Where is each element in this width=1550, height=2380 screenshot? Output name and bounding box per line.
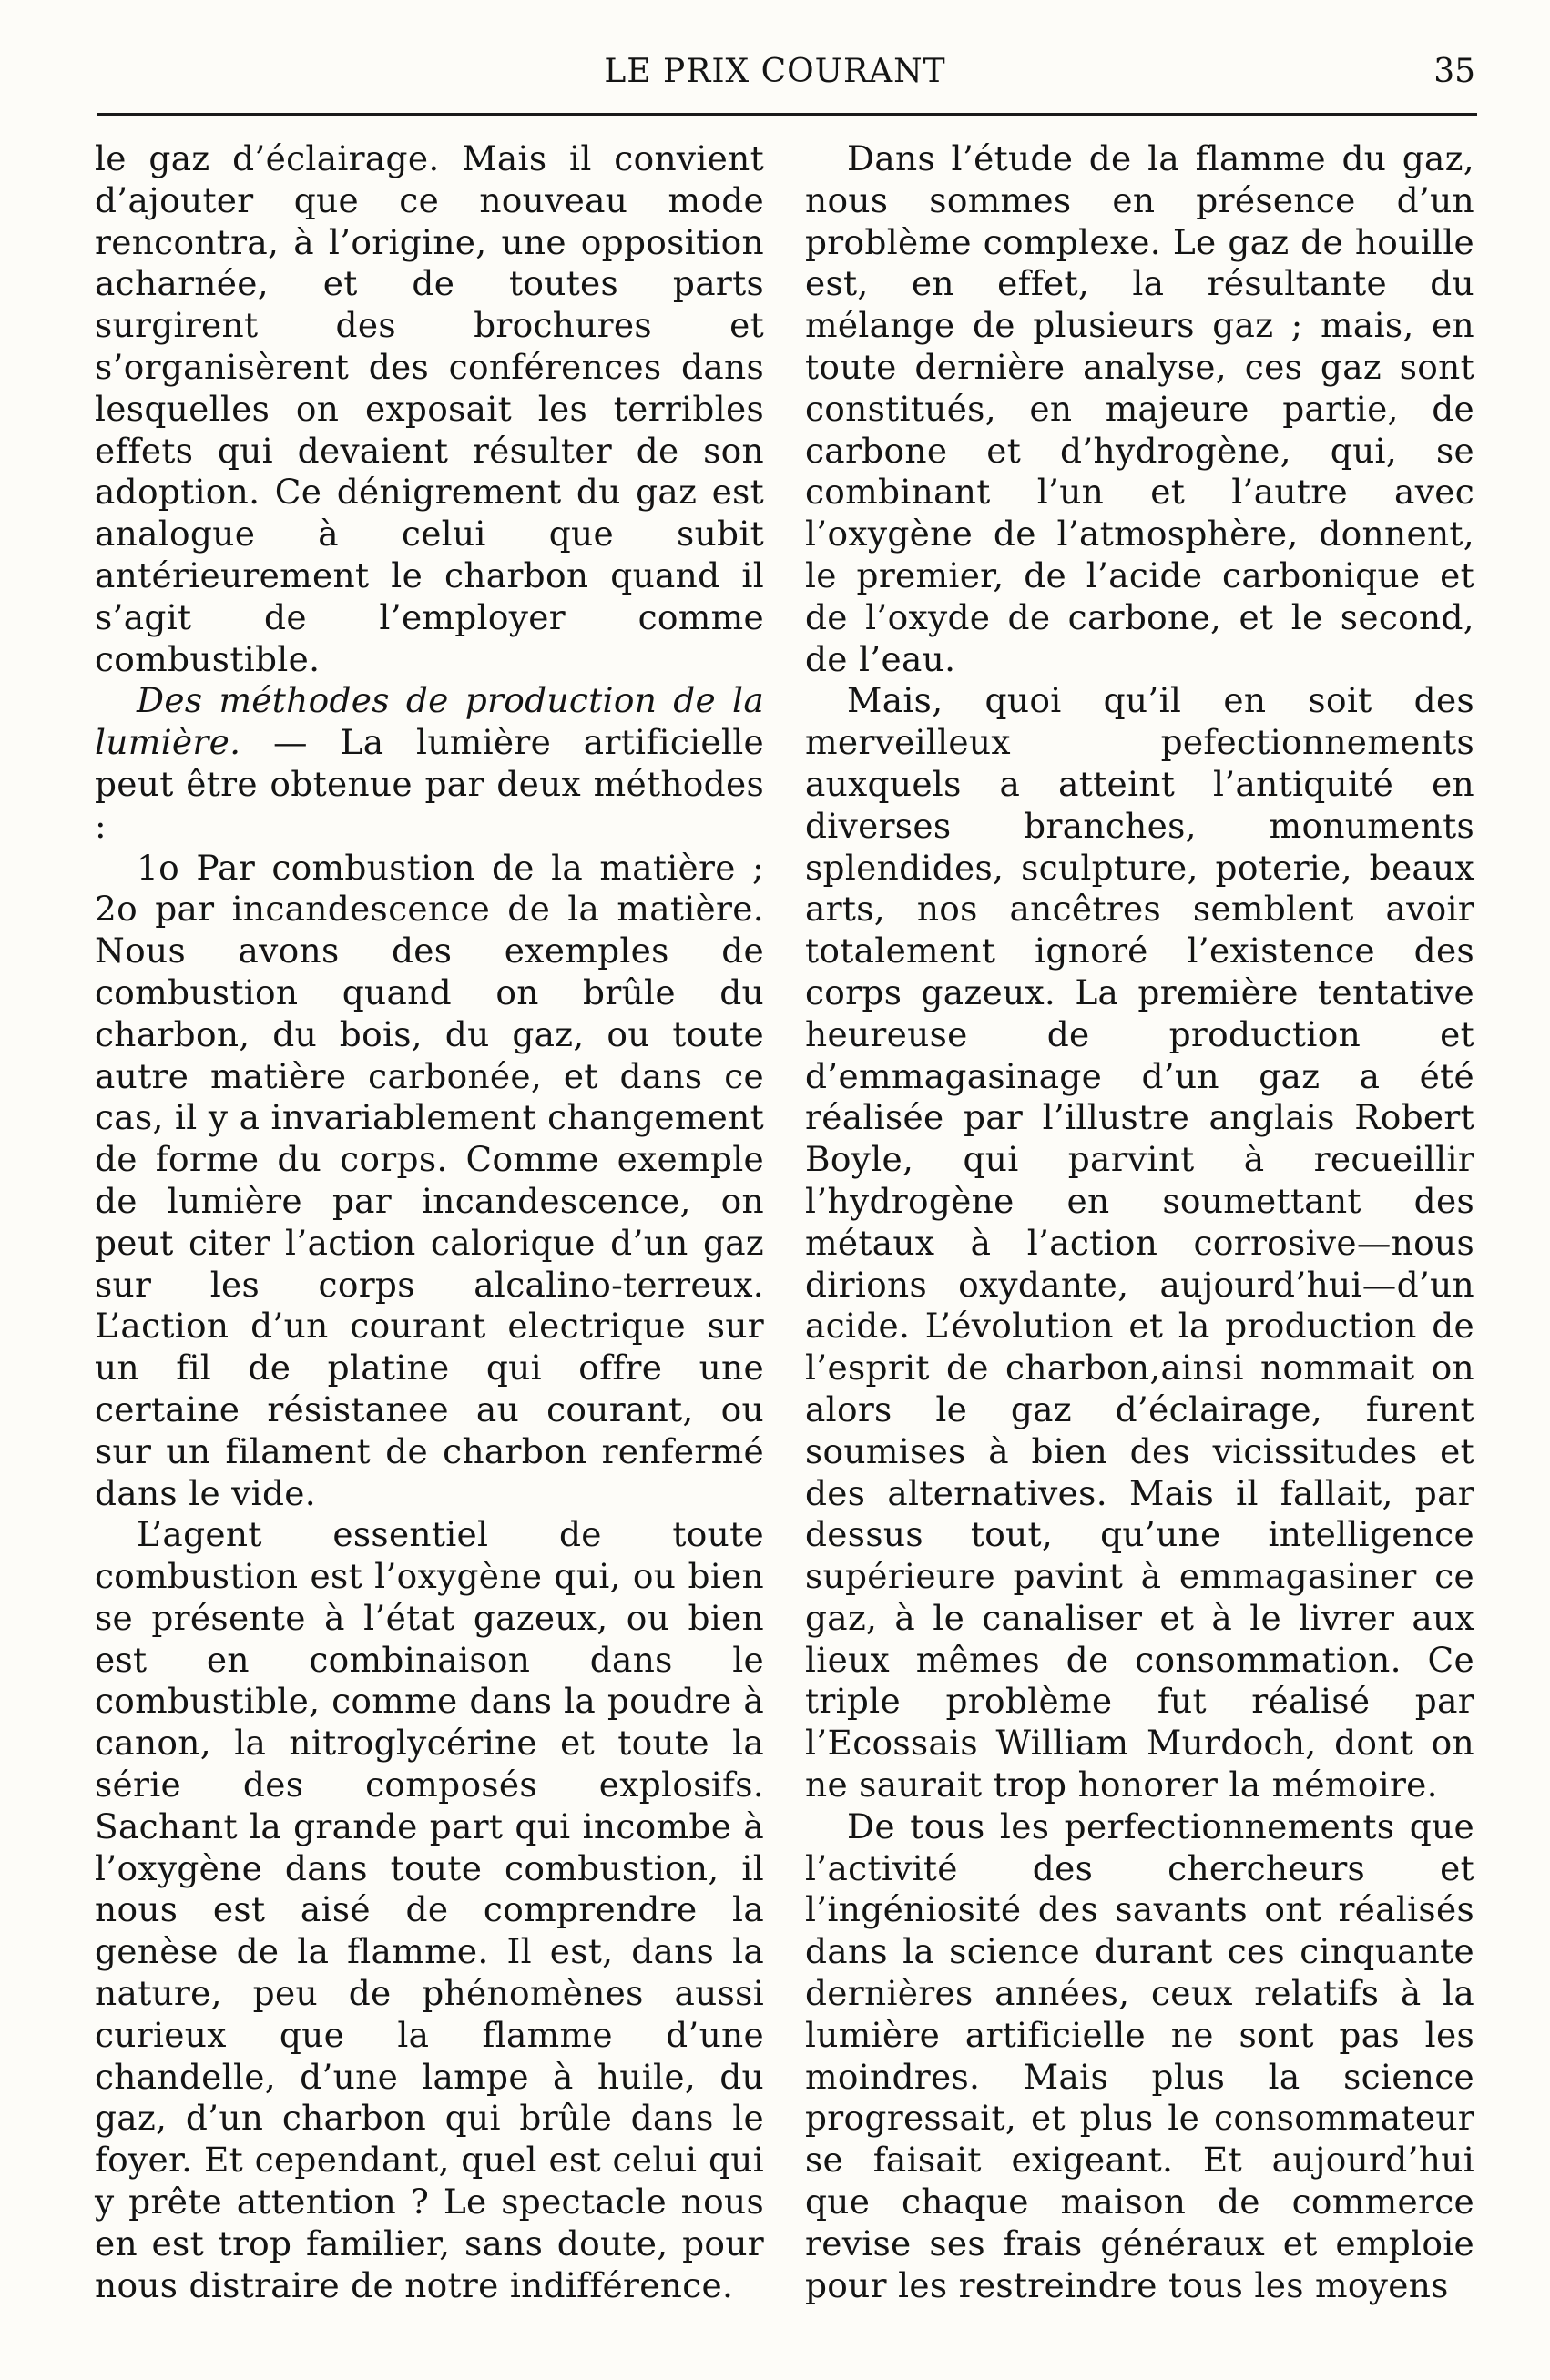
left-paragraph-2 [95,680,764,847]
section-subtitle: Des méthodes de production de la lumière. [95,680,764,763]
header-rule [97,113,1477,116]
right-paragraph-1: Dans l’étude de la flamme du gaz, nous sommes en présence d’un problème complexe. Le gaz de houille est, en effet, la résultante du mélange de plusieurs gaz ; mais, en toute dernière analyse, ces gaz sont constitués, en majeure partie, de carbone et d’hydrogène, qui, se combinant l’un et l’autre avec l’oxygène de l’atmosphère, donnent, le premier, de l’acide carbonique et de l’oxyde de carbone, et le second, de l’eau. [805,138,1474,679]
left-column [95,138,764,2306]
right-paragraph-3: De tous les perfectionnements que l’activité des chercheurs et l’ingéniosité des savants ont réalisés dans la science durant ces cinquante dernières années, ceux relatifs à la lumière artificielle ne sont pas les moindres. Mais plus la science progressait, et plus le consommateur se faisait exigeant. Et aujourd’hui que chaque maison de commerce revise ses frais généraux et emploie pour les restreindre tous les moyens [805,1805,1474,2305]
right-paragraph-2: Mais, quoi qu’il en soit des merveilleux pefectionnements auxquels a atteint l’antiquité en diverses branches, monuments splendides, sculpture, poterie, beaux arts, nos ancêtres semblent avoir totalement ignoré l’existence des corps gazeux. La première tentative heureuse de production et d’emmagasinage d’un gaz a été réalisée par l’illustre anglais Robert Boyle, qui parvint à recueillir l’hydrogène en soumettant des métaux à l’action corrosive—nous dirions oxydante, aujourd’hui—d’un acide. L’évolution et la production de l’esprit de charbon,ainsi nommait on alors le gaz d’éclairage, furent soumises à bien des vicissitudes et des alternatives. Mais il fallait, par dessus tout, qu’une intelligence supérieure pavint à emmagasiner ce gaz, à le canaliser et à le livrer aux lieux mêmes de consommation. Ce triple problème fut réalisé par l’Ecossais William Murdoch, dont on ne saurait trop honorer la mémoire. [805,680,1474,1805]
page-number: 35 [1433,53,1475,90]
left-paragraph-1: le gaz d’éclairage. Mais il convient d’ajouter que ce nouveau mode rencontra, à l’origine, une opposition acharnée, et de toutes parts surgirent des brochures et s’organisèrent des conférences dans lesquelles on exposait les terribles effets qui devaient résulter de son adoption. Ce dénigrement du gaz est analogue à celui que subit antérieurement le charbon quand il s’agit de l’employer comme combustible. [95,138,764,679]
running-head [0,53,1550,104]
left-paragraph-2-text: — La lumière artificielle peut être obtenue par deux méthodes : [95,722,764,846]
left-paragraph-4: L’agent essentiel de toute combustion est l’oxygène qui, ou bien se présente à l’état gazeux, ou bien est en combinaison dans le combustible, comme dans la poudre à canon, la nitroglycérine et toute la série des composés explosifs. Sachant la grande part qui incombe à l’oxygène dans toute combustion, il nous est aisé de comprendre la genèse de la flamme. Il est, dans la nature, peu de phénomènes aussi curieux que la flamme d’une chandelle, d’une lampe à huile, du gaz, d’un charbon qui brûle dans le foyer. Et cependant, quel est celui qui y prête attention ? Le spectacle nous en est trop familier, sans doute, pour nous distraire de notre indifférence. [95,1514,764,2305]
right-column [805,138,1474,2306]
running-title: LE PRIX COURANT [604,53,946,90]
left-paragraph-3: 1o Par combustion de la matière ; 2o par incandescence de la matière. Nous avons des exemples de combustion quand on brûle du charbon, du bois, du gaz, ou toute autre matière carbonée, et dans ce cas, il y a invariablement changement de forme du corps. Comme exemple de lumière par incandescence, on peut citer l’action calorique d’un gaz sur les corps alcalino-terreux. L’action d’un courant electrique sur un fil de platine qui offre une certaine résistanee au courant, ou sur un filament de charbon renfermé dans le vide. [95,847,764,1513]
